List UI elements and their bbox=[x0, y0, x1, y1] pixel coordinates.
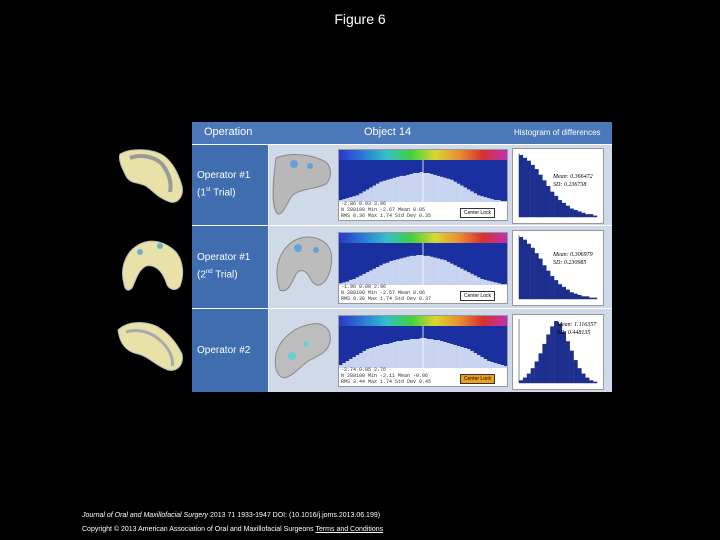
row-3-label-line1: Operator #2 bbox=[197, 344, 251, 356]
difference-bar bbox=[531, 368, 535, 383]
histogram-bar bbox=[386, 180, 390, 202]
histogram-bar bbox=[399, 176, 403, 202]
histogram-svg-2 bbox=[339, 243, 507, 285]
histogram-bar bbox=[383, 264, 387, 285]
difference-bar bbox=[542, 265, 546, 299]
row-label-2 bbox=[192, 226, 268, 308]
histogram-bar bbox=[433, 175, 437, 202]
color-scale-bar bbox=[339, 316, 507, 326]
histogram-bar bbox=[369, 270, 373, 285]
difference-bar bbox=[519, 155, 523, 217]
histogram-bar bbox=[436, 340, 440, 368]
histogram-bar bbox=[369, 348, 373, 368]
histogram-bar bbox=[453, 345, 457, 368]
histogram-bar bbox=[359, 353, 363, 368]
difference-bar bbox=[593, 382, 597, 383]
histogram-bar bbox=[366, 349, 370, 368]
difference-bar bbox=[578, 368, 582, 383]
sd-text: SD: 0.448135 bbox=[557, 330, 591, 336]
histogram-bar bbox=[379, 265, 383, 285]
mean-text: Mean: 0.366472 bbox=[553, 174, 593, 180]
difference-svg-2 bbox=[513, 231, 603, 305]
histogram-bar bbox=[483, 280, 487, 285]
histogram-bar bbox=[463, 187, 467, 202]
histogram-bar bbox=[494, 282, 498, 285]
difference-bar bbox=[578, 295, 582, 299]
histogram-bar bbox=[483, 197, 487, 202]
histogram-bar bbox=[379, 345, 383, 368]
histogram-bar bbox=[490, 199, 494, 202]
dental-arch-scan-1 bbox=[112, 146, 190, 210]
histogram-bar bbox=[477, 355, 481, 368]
histogram-bar bbox=[396, 177, 400, 202]
histogram-bar bbox=[470, 351, 474, 368]
stats-line: RMS 3.44 Max 1.74 Std Dev 0.45 bbox=[341, 379, 432, 385]
diff-stats-1 bbox=[553, 173, 593, 189]
histogram-bar bbox=[450, 264, 454, 285]
difference-bar bbox=[535, 169, 539, 217]
histogram-bar bbox=[393, 178, 397, 202]
difference-bar bbox=[523, 158, 527, 217]
figure-title: Figure 6 bbox=[334, 11, 386, 27]
difference-bar bbox=[546, 334, 550, 383]
difference-bar bbox=[574, 210, 578, 217]
histogram-bar bbox=[376, 346, 380, 368]
histogram-bar bbox=[487, 198, 491, 202]
histogram-bar bbox=[436, 258, 440, 285]
sd-text: SD: 0.236738 bbox=[553, 182, 587, 188]
difference-bar bbox=[531, 248, 535, 299]
stats-line: RMS 0.36 Max 1.74 Std Dev 0.35 bbox=[341, 213, 432, 219]
histogram-bar bbox=[393, 260, 397, 285]
object-scan-3 bbox=[270, 314, 336, 388]
histogram-bar bbox=[440, 177, 444, 202]
histogram-bar bbox=[480, 357, 484, 368]
histogram-bar bbox=[436, 176, 440, 202]
difference-bar bbox=[519, 380, 523, 383]
histogram-svg-1 bbox=[339, 160, 507, 202]
difference-bar bbox=[574, 360, 578, 383]
mean-text: Mean: 1.116357 bbox=[557, 322, 597, 328]
table-header bbox=[192, 122, 612, 145]
results-figure bbox=[192, 122, 612, 392]
histogram-body bbox=[339, 160, 507, 202]
histogram-bar bbox=[363, 351, 367, 368]
histogram-stats-2 bbox=[341, 284, 431, 302]
histogram-bar bbox=[487, 361, 491, 368]
diff-stats-3 bbox=[557, 321, 596, 337]
histogram-bar bbox=[389, 343, 393, 368]
difference-bar bbox=[527, 244, 531, 299]
histogram-bar bbox=[443, 342, 447, 368]
difference-bar bbox=[542, 344, 546, 383]
header-object: Object 14 bbox=[364, 126, 412, 138]
histogram-bar bbox=[393, 342, 397, 368]
difference-bar bbox=[519, 237, 523, 299]
difference-bar bbox=[542, 180, 546, 217]
difference-bar bbox=[566, 341, 570, 383]
stats-line: N 288100 Min -2.67 Mean 0.06 bbox=[341, 290, 426, 296]
histogram-body bbox=[339, 243, 507, 285]
histogram-bar bbox=[450, 344, 454, 368]
histogram-bar bbox=[497, 364, 501, 368]
stats-line: N 288100 Min -2.11 Mean -0.06 bbox=[341, 373, 429, 379]
histogram-bar bbox=[396, 341, 400, 368]
row-1-label-line1: Operator #1 bbox=[197, 170, 251, 182]
histogram-bar bbox=[473, 276, 477, 285]
histogram-bar bbox=[423, 173, 427, 202]
difference-bar bbox=[593, 298, 597, 299]
difference-bar bbox=[589, 298, 593, 299]
histogram-stats-1 bbox=[341, 201, 431, 219]
mean-text: Mean: 0.306979 bbox=[553, 252, 593, 258]
difference-bar bbox=[527, 161, 531, 217]
histogram-bar bbox=[453, 265, 457, 285]
footer-copyright bbox=[82, 526, 383, 533]
difference-bar bbox=[585, 214, 589, 217]
histogram-bar bbox=[423, 256, 427, 285]
histogram-bar bbox=[447, 262, 451, 285]
center-lock-button[interactable]: Center Lock bbox=[460, 291, 495, 301]
difference-bar bbox=[546, 186, 550, 217]
histogram-bar bbox=[379, 182, 383, 202]
difference-bar bbox=[523, 240, 527, 299]
difference-bar bbox=[523, 378, 527, 383]
histogram-bar bbox=[389, 261, 393, 285]
histogram-bar bbox=[457, 346, 461, 368]
journal-name: Journal of Oral and Maxillofacial Surgery bbox=[82, 512, 209, 519]
difference-bar bbox=[527, 374, 531, 383]
histogram-bar bbox=[504, 366, 507, 368]
copyright-text: Copyright © 2013 American Association of Oral and Maxillofacial Surgeons bbox=[82, 526, 316, 533]
histogram-bar bbox=[406, 257, 410, 285]
histogram-bar bbox=[470, 274, 474, 285]
histogram-bar bbox=[443, 178, 447, 202]
histogram-bar bbox=[477, 277, 481, 285]
histogram-stats-3 bbox=[341, 367, 431, 385]
histogram-bar bbox=[433, 258, 437, 285]
histogram-bar bbox=[500, 201, 504, 202]
histogram-bar bbox=[480, 279, 484, 285]
histogram-bar bbox=[500, 365, 504, 368]
diff-stats-2 bbox=[553, 251, 593, 267]
difference-histogram-3 bbox=[512, 314, 604, 390]
difference-bar bbox=[581, 374, 585, 383]
header-histogram: Histogram of differences bbox=[514, 128, 601, 137]
histogram-bar bbox=[504, 201, 507, 202]
difference-bar bbox=[562, 287, 566, 299]
histogram-bar bbox=[410, 256, 414, 285]
row-2-label-line2: (2nd Trial) bbox=[197, 269, 238, 281]
histogram-bar bbox=[403, 258, 407, 285]
histogram-bar bbox=[443, 260, 447, 285]
histogram-body bbox=[339, 326, 507, 368]
histogram-bar bbox=[480, 196, 484, 202]
difference-bar bbox=[574, 294, 578, 299]
histogram-bar bbox=[399, 258, 403, 285]
histogram-bar bbox=[423, 338, 427, 368]
histogram-bar bbox=[406, 340, 410, 368]
histogram-bar bbox=[483, 359, 487, 368]
histogram-bar bbox=[463, 348, 467, 368]
histogram-bar bbox=[447, 179, 451, 202]
histogram-bar bbox=[416, 173, 420, 202]
difference-bar bbox=[539, 175, 543, 217]
histogram-bar bbox=[383, 344, 387, 368]
histogram-bar bbox=[389, 179, 393, 202]
difference-bar bbox=[581, 296, 585, 299]
difference-bar bbox=[550, 326, 554, 383]
difference-bar bbox=[535, 253, 539, 299]
header-operation: Operation bbox=[204, 126, 253, 138]
histogram-bar bbox=[376, 184, 380, 202]
histogram-bar bbox=[460, 269, 464, 285]
histogram-bar bbox=[386, 263, 390, 285]
histogram-bar bbox=[497, 283, 501, 285]
histogram-bar bbox=[467, 272, 471, 285]
difference-bar bbox=[570, 209, 574, 217]
difference-histogram-2 bbox=[512, 230, 604, 306]
histogram-bar bbox=[494, 200, 498, 202]
histogram-bar bbox=[426, 256, 430, 285]
histogram-bar bbox=[430, 257, 434, 285]
histogram-bar bbox=[410, 174, 414, 202]
histogram-bar bbox=[453, 182, 457, 202]
difference-bar bbox=[562, 332, 566, 383]
difference-bar bbox=[566, 206, 570, 217]
center-lock-button[interactable]: Center Lock bbox=[460, 208, 495, 218]
difference-bar bbox=[581, 213, 585, 217]
row-label-1 bbox=[192, 145, 268, 225]
histogram-bar bbox=[467, 189, 471, 202]
histogram-bar bbox=[490, 282, 494, 285]
stats-line: -2.86 0.93 3.96 bbox=[341, 201, 387, 207]
deviation-histogram-1 bbox=[338, 149, 508, 221]
histogram-bar bbox=[470, 191, 474, 202]
difference-bar bbox=[539, 259, 543, 299]
deviation-histogram-2 bbox=[338, 232, 508, 304]
difference-bar bbox=[578, 211, 582, 217]
difference-bar bbox=[535, 361, 539, 383]
histogram-bar bbox=[463, 270, 467, 285]
histogram-bar bbox=[467, 349, 471, 368]
histogram-bar bbox=[447, 343, 451, 368]
citation-details: 2013 71 1933-1947 DOI: (10.1016/j.joms.2013.06.199) bbox=[208, 512, 381, 519]
color-scale-bar bbox=[339, 233, 507, 243]
histogram-bar bbox=[504, 284, 507, 285]
histogram-bar bbox=[386, 344, 390, 368]
difference-bar bbox=[558, 284, 562, 299]
object-scan-2 bbox=[270, 230, 336, 304]
histogram-bar bbox=[373, 186, 377, 202]
dental-arch-scan-2 bbox=[114, 234, 190, 296]
histogram-bar bbox=[440, 341, 444, 368]
dental-arch-scan-3 bbox=[112, 316, 190, 378]
histogram-bar bbox=[460, 347, 464, 368]
object-scan-1 bbox=[270, 148, 336, 222]
difference-bar bbox=[589, 380, 593, 383]
histogram-bar bbox=[416, 255, 420, 285]
histogram-bar bbox=[457, 267, 461, 285]
row-2-label-line1: Operator #1 bbox=[197, 252, 251, 264]
histogram-bar bbox=[396, 259, 400, 285]
histogram-bar bbox=[460, 186, 464, 202]
difference-bar bbox=[550, 276, 554, 299]
difference-bar bbox=[558, 200, 562, 217]
histogram-bar bbox=[403, 176, 407, 202]
histogram-bar bbox=[457, 184, 461, 202]
difference-bar bbox=[589, 214, 593, 217]
histogram-bar bbox=[473, 353, 477, 368]
histogram-bar bbox=[487, 281, 491, 285]
sd-text: SD: 0.230985 bbox=[553, 260, 587, 266]
histogram-bar bbox=[373, 347, 377, 368]
histogram-bar bbox=[413, 173, 417, 202]
stats-line: -2.74 0.05 2.76 bbox=[341, 367, 387, 373]
difference-bar bbox=[570, 292, 574, 299]
difference-bar bbox=[554, 196, 558, 217]
difference-bar bbox=[585, 378, 589, 383]
difference-bar bbox=[562, 203, 566, 217]
histogram-bar bbox=[430, 339, 434, 368]
stats-line: -1.96 0.08 2.96 bbox=[341, 284, 387, 290]
histogram-bar bbox=[440, 259, 444, 285]
difference-bar bbox=[550, 192, 554, 217]
stats-line: RMS 0.30 Max 1.74 Std Dev 0.37 bbox=[341, 296, 432, 302]
difference-histogram-1 bbox=[512, 148, 604, 224]
difference-bar bbox=[585, 296, 589, 299]
row-1-label-line2: (1st Trial) bbox=[197, 187, 236, 199]
histogram-bar bbox=[430, 174, 434, 202]
histogram-bar bbox=[477, 195, 481, 202]
center-lock-button[interactable]: Center Lock bbox=[460, 374, 495, 384]
histogram-bar bbox=[376, 267, 380, 285]
histogram-bar bbox=[426, 173, 430, 202]
difference-bar bbox=[546, 271, 550, 299]
difference-bar bbox=[566, 290, 570, 299]
footer-citation bbox=[82, 512, 380, 519]
histogram-bar bbox=[416, 339, 420, 368]
histogram-bar bbox=[497, 200, 501, 202]
histogram-bar bbox=[383, 181, 387, 202]
difference-bar bbox=[570, 351, 574, 383]
histogram-bar bbox=[413, 256, 417, 285]
terms-link[interactable]: Terms and Conditions bbox=[315, 526, 384, 533]
histogram-bar bbox=[373, 269, 377, 285]
color-scale-bar bbox=[339, 150, 507, 160]
histogram-bar bbox=[450, 180, 454, 202]
histogram-bar bbox=[399, 341, 403, 368]
stats-line: N 288100 Min -2.67 Mean 0.05 bbox=[341, 207, 426, 213]
histogram-bar bbox=[413, 339, 417, 368]
histogram-bar bbox=[426, 339, 430, 368]
histogram-bar bbox=[410, 339, 414, 368]
difference-bar bbox=[539, 353, 543, 383]
histogram-bar bbox=[500, 284, 504, 285]
histogram-bar bbox=[490, 362, 494, 368]
histogram-bar bbox=[406, 175, 410, 202]
row-label-3 bbox=[192, 309, 268, 392]
histogram-bar bbox=[403, 340, 407, 368]
histogram-bar bbox=[494, 363, 498, 368]
histogram-bar bbox=[369, 187, 373, 202]
difference-bar bbox=[531, 165, 535, 217]
histogram-svg-3 bbox=[339, 326, 507, 368]
difference-bar bbox=[554, 280, 558, 299]
histogram-bar bbox=[473, 193, 477, 202]
deviation-histogram-3 bbox=[338, 315, 508, 387]
difference-bar bbox=[593, 216, 597, 217]
histogram-bar bbox=[433, 340, 437, 368]
